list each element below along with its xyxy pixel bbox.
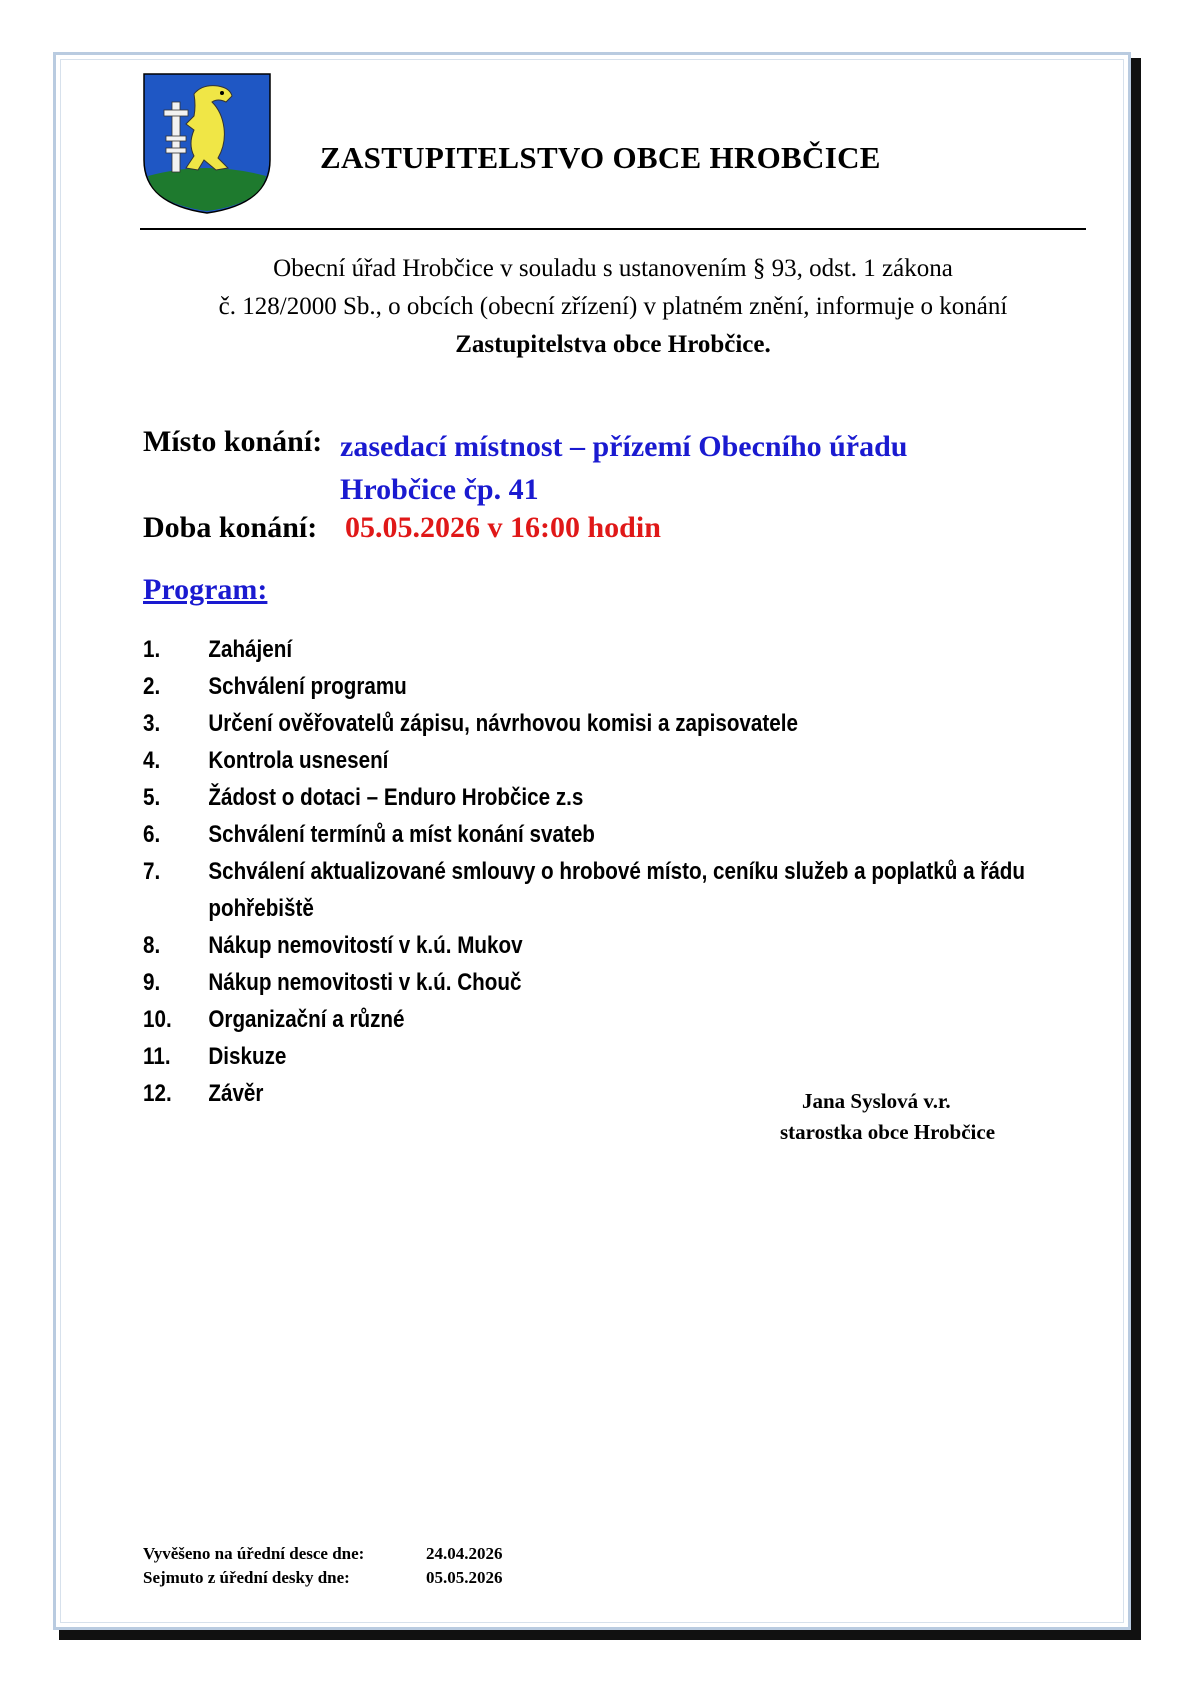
removed-date: 05.05.2026 (426, 1568, 503, 1587)
agenda-item-number: 6. (143, 821, 161, 848)
agenda-item-number: 12. (143, 1080, 172, 1107)
agenda-item (143, 853, 1085, 927)
agenda-item (143, 631, 1085, 668)
agenda-item-text: Určení ověřovatelů zápisu, návrhovou komisi a zapisovatele (208, 710, 798, 737)
agenda-item-number: 2. (143, 673, 161, 700)
posted-row (143, 1542, 503, 1566)
agenda-item (143, 816, 1085, 853)
agenda-list (143, 631, 1085, 1112)
agenda-item (143, 705, 1085, 742)
agenda-item-number: 9. (143, 969, 161, 996)
agenda-item-text: Zahájení (208, 636, 293, 663)
page-title: ZASTUPITELSTVO OBCE HROBČICE (320, 140, 881, 175)
removed-row (143, 1566, 503, 1590)
agenda-item-text: Organizační a různé (208, 1006, 405, 1033)
agenda-item-number: 4. (143, 747, 161, 774)
agenda-item-text: Schválení termínů a míst konání svateb (208, 821, 595, 848)
posted-label: Vyvěšeno na úřední desce dne: (143, 1544, 365, 1563)
intro-line-1: Obecní úřad Hrobčice v souladu s ustanovením § 93, odst. 1 zákona (273, 255, 953, 282)
agenda-item (143, 964, 1085, 1001)
place-line-2: Hrobčice čp. 41 (340, 473, 539, 506)
intro-line-2: č. 128/2000 Sb., o obcích (obecní zřízení) v platném znění, informuje o konání (218, 293, 1008, 320)
agenda-item-number: 3. (143, 710, 161, 737)
agenda-item-text: Závěr (208, 1080, 264, 1107)
intro-line-3 (140, 326, 1086, 364)
time-value: 05.05.2026 v 16:00 hodin (345, 511, 661, 544)
agenda-item (143, 779, 1085, 816)
posting-info (143, 1542, 503, 1590)
agenda-item-text: Schválení aktualizované smlouvy o hrobové místo, ceníku služeb a poplatků a řádu pohřebiště (208, 858, 1026, 922)
header-divider (140, 228, 1086, 230)
agenda-item-text: Nákup nemovitosti v k.ú. Chouč (208, 969, 522, 996)
agenda-item-text: Kontrola usnesení (208, 747, 389, 774)
agenda-item-text: Nákup nemovitostí v k.ú. Mukov (208, 932, 523, 959)
agenda-item-number: 11. (143, 1043, 171, 1070)
posted-date: 24.04.2026 (426, 1544, 503, 1563)
intro-line-3-text: Zastupitelstva obce Hrobčice. (455, 331, 771, 358)
agenda-item-text: Žádost o dotaci – Enduro Hrobčice z.s (208, 784, 584, 811)
time-label: Doba konání: (143, 511, 318, 544)
agenda-item (143, 1038, 1085, 1075)
agenda-item (143, 668, 1085, 705)
agenda-item-number: 7. (143, 858, 161, 885)
agenda-item (143, 927, 1085, 964)
agenda-item (143, 742, 1085, 779)
agenda-item-text: Schválení programu (208, 673, 407, 700)
program-heading: Program: (143, 573, 268, 606)
signature-name: Jana Syslová v.r. (802, 1089, 951, 1113)
place-line-1: zasedací místnost – přízemí Obecního úřadu (340, 430, 908, 463)
agenda-item-number: 10. (143, 1006, 172, 1033)
agenda-item-text: Diskuze (208, 1043, 287, 1070)
agenda-item-number: 5. (143, 784, 161, 811)
municipal-coat-of-arms-icon (142, 72, 272, 215)
agenda-item-number: 1. (143, 636, 161, 663)
agenda-item (143, 1001, 1085, 1038)
signature-role: starostka obce Hrobčice (780, 1120, 996, 1144)
intro-paragraph (140, 250, 1086, 364)
place-label: Místo konání: (143, 425, 323, 458)
removed-label: Sejmuto z úřední desky dne: (143, 1568, 350, 1587)
agenda-item-number: 8. (143, 932, 161, 959)
signature-block (780, 1086, 995, 1148)
place-value (340, 425, 908, 511)
